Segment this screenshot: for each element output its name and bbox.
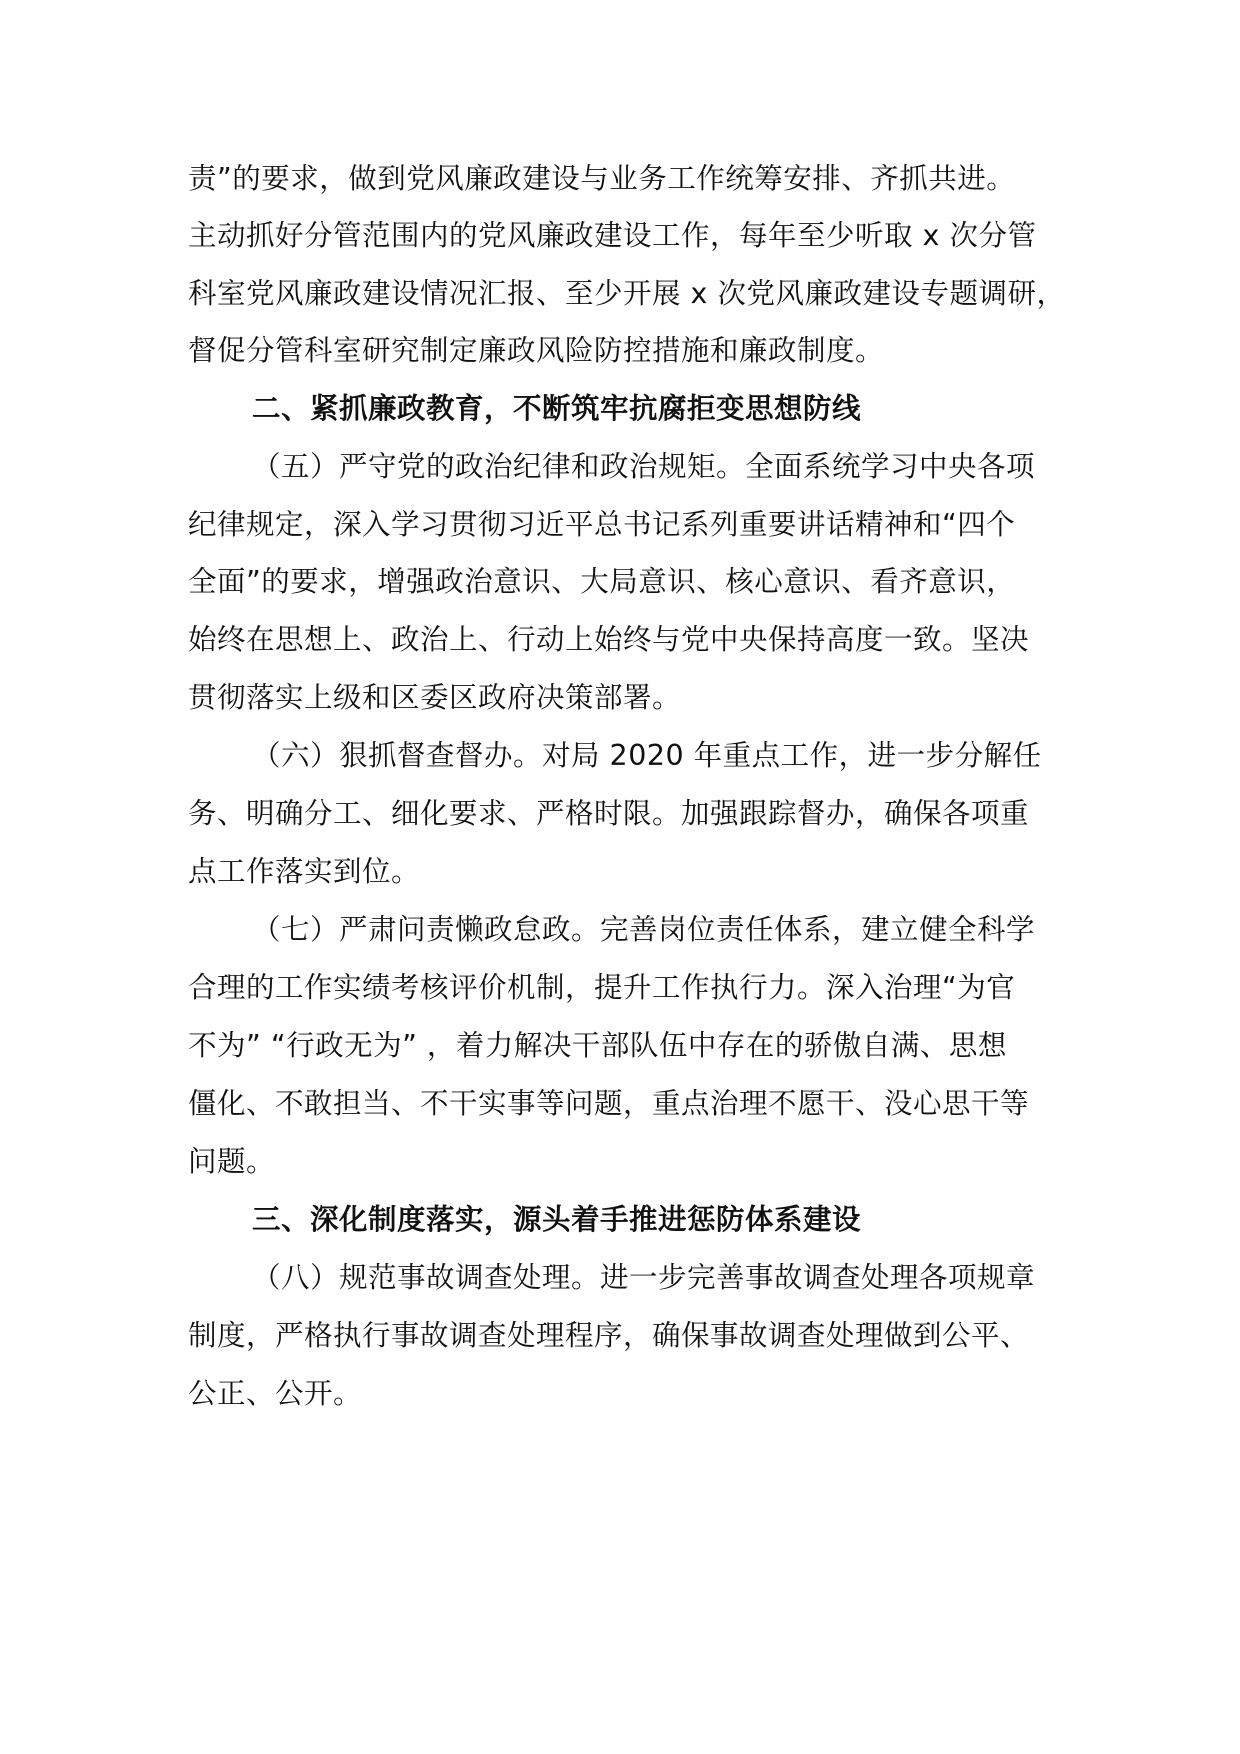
paragraph-line: 贯彻落实上级和区委区政府决策部署。 [188, 681, 682, 714]
paragraph-line: 问题。 [188, 1145, 276, 1178]
paragraph-line: （六）狠抓督查督办。对局 2020 年重点工作，进一步分解任 [252, 739, 1042, 772]
paragraph-line: 纪律规定，深入学习贯彻习近平总书记系列重要讲话精神和“四个 [188, 508, 1016, 541]
paragraph-line: 督促分管科室研究制定廉政风险防控措施和廉政制度。 [188, 334, 885, 367]
section-heading: 三、深化制度落实，源头着手推进惩防体系建设 [252, 1203, 862, 1236]
paragraph-line: 点工作落实到位。 [188, 855, 421, 888]
section-heading: 二、紧抓廉政教育，不断筑牢抗腐拒变思想防线 [252, 392, 862, 425]
paragraph-line: 主动抓好分管范围内的党风廉政建设工作，每年至少听取 x 次分管 [188, 219, 1037, 252]
paragraph-line: 不为” “行政无为” ，着力解决干部队伍中存在的骄傲自满、思想 [188, 1029, 1007, 1062]
paragraph-line: （五）严守党的政治纪律和政治规矩。全面系统学习中央各项 [252, 450, 1036, 483]
paragraph-line: 僵化、不敢担当、不干实事等问题，重点治理不愿干、没心思干等 [188, 1087, 1030, 1120]
paragraph-line: 合理的工作实绩考核评价机制，提升工作执行力。深入治理“为官 [188, 971, 1016, 1004]
paragraph-line: 务、明确分工、细化要求、严格时限。加强跟踪督办，确保各项重 [188, 797, 1030, 830]
paragraph-line: （七）严肃问责懒政怠政。完善岗位责任体系，建立健全科学 [252, 913, 1036, 946]
paragraph-line: 责”的要求，做到党风廉政建设与业务工作统筹安排、齐抓共进。 [188, 162, 1016, 195]
paragraph-line: 公正、公开。 [188, 1377, 363, 1410]
paragraph-line: （八）规范事故调查处理。进一步完善事故调查处理各项规章 [252, 1261, 1036, 1294]
paragraph-line: 全面”的要求，增强政治意识、大局意识、核心意识、看齐意识， [188, 565, 1016, 598]
paragraph-line: 制度，严格执行事故调查处理程序，确保事故调查处理做到公平、 [188, 1319, 1030, 1352]
paragraph-line: 科室党风廉政建设情况汇报、至少开展 x 次党风廉政建设专题调研， [188, 277, 1066, 310]
paragraph-line: 始终在思想上、政治上、行动上始终与党中央保持高度一致。坚决 [188, 623, 1030, 656]
